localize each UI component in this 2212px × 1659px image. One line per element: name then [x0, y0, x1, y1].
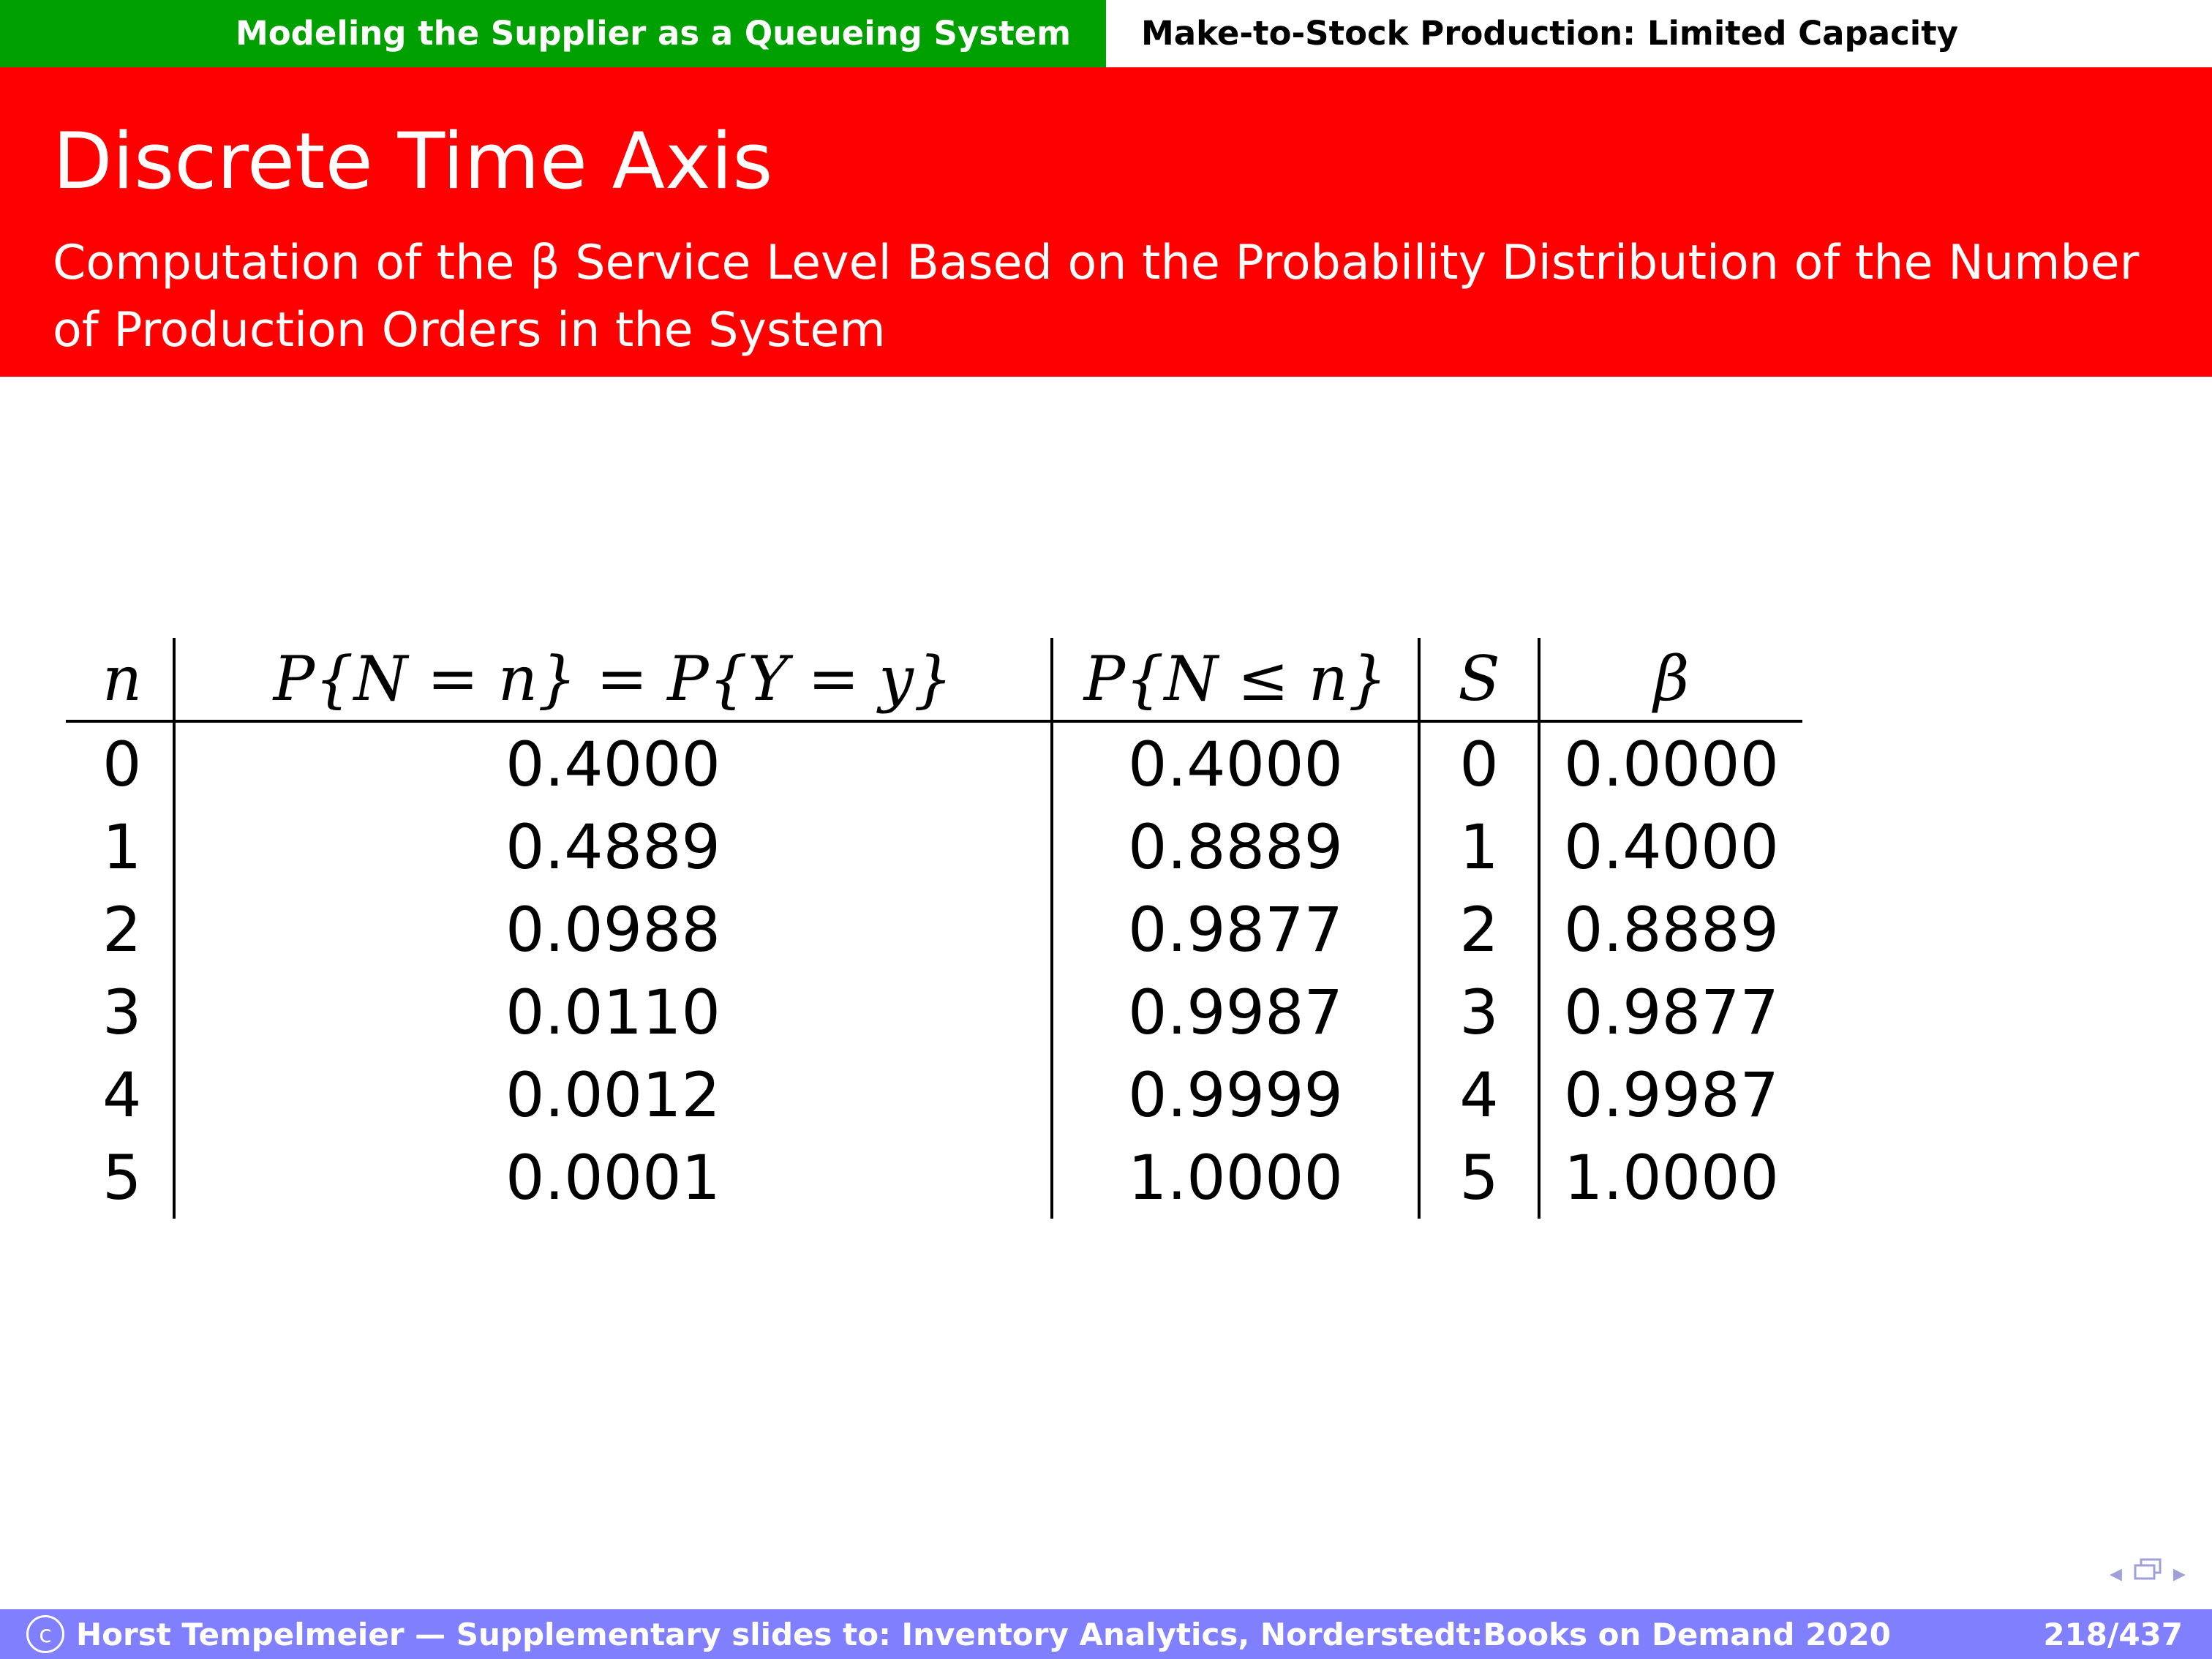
cell-n: 1 — [66, 805, 174, 888]
header-beta: β — [1653, 643, 1690, 715]
cell-beta: 0.4000 — [1564, 810, 1779, 883]
table-header-row — [66, 638, 1802, 721]
table-row — [66, 721, 1802, 805]
cell-p-n: 0.0012 — [174, 1053, 1052, 1136]
table-row — [66, 971, 1802, 1053]
cell-p-cumulative: 0.4000 — [1052, 721, 1419, 805]
section-title[interactable]: Modeling the Supplier as a Queueing System — [0, 0, 1106, 67]
navigation-controls — [2110, 1558, 2186, 1588]
frame-icon[interactable] — [2132, 1558, 2163, 1588]
cell-n: 0 — [66, 721, 174, 805]
cell-s: 3 — [1419, 971, 1539, 1053]
cell-beta: 0.0000 — [1564, 728, 1779, 800]
footer-bar — [0, 1609, 2212, 1659]
cell-s: 4 — [1419, 1053, 1539, 1136]
title-bar — [0, 67, 2212, 377]
cell-p-n: 0.0001 — [174, 1136, 1052, 1219]
cell-beta: 0.8889 — [1564, 893, 1779, 966]
cell-p-n: 0.0988 — [174, 888, 1052, 971]
header-p-cumulative: P{N ≤ n} — [1052, 638, 1419, 721]
cell-n: 4 — [66, 1053, 174, 1136]
subsection-title[interactable]: Make-to-Stock Production: Limited Capacity — [1106, 0, 2212, 67]
table-row — [66, 1053, 1802, 1136]
cell-s: 0 — [1419, 721, 1539, 805]
frame-icon-graphic — [2132, 1558, 2163, 1581]
prev-arrow-icon[interactable]: ◂ — [2109, 1558, 2122, 1588]
cell-p-cumulative: 0.9877 — [1052, 888, 1419, 971]
header-n: n — [66, 638, 174, 721]
cell-s: 2 — [1419, 888, 1539, 971]
footer-text: Horst Tempelmeier — Supplementary slides to: Inventory Analytics, Norderstedt:Books on Demand 2020 — [76, 1616, 1891, 1652]
header-p-n: P{N = n} = P{Y = y} — [174, 638, 1052, 721]
cell-p-n: 0.4000 — [174, 721, 1052, 805]
cell-p-n: 0.0110 — [174, 971, 1052, 1053]
next-arrow-icon[interactable]: ▸ — [2172, 1558, 2186, 1588]
cell-s: 5 — [1419, 1136, 1539, 1219]
table-row — [66, 888, 1802, 971]
footer-credit — [26, 1615, 1891, 1653]
cell-p-n: 0.4889 — [174, 805, 1052, 888]
cell-n: 5 — [66, 1136, 174, 1219]
slide-subtitle: Computation of the β Service Level Based on the Probability Distribution of the Number of Production Orders in the System — [53, 236, 2140, 358]
cell-beta: 0.9987 — [1564, 1058, 1779, 1131]
header-s: S — [1419, 638, 1539, 721]
cell-p-cumulative: 0.9987 — [1052, 971, 1419, 1053]
table-row — [66, 1136, 1802, 1219]
cell-beta: 0.9877 — [1564, 976, 1779, 1048]
header-bar — [0, 0, 2212, 67]
cell-s: 1 — [1419, 805, 1539, 888]
cell-p-cumulative: 0.9999 — [1052, 1053, 1419, 1136]
probability-table — [66, 638, 1802, 1219]
copyright-icon: c — [26, 1615, 64, 1653]
table-row — [66, 805, 1802, 888]
cell-beta: 1.0000 — [1564, 1141, 1779, 1214]
cell-n: 2 — [66, 888, 174, 971]
cell-p-cumulative: 0.8889 — [1052, 805, 1419, 888]
page-number: 218/437 — [2043, 1616, 2183, 1652]
cell-p-cumulative: 1.0000 — [1052, 1136, 1419, 1219]
slide-title: Discrete Time Axis — [53, 116, 773, 206]
cell-n: 3 — [66, 971, 174, 1053]
